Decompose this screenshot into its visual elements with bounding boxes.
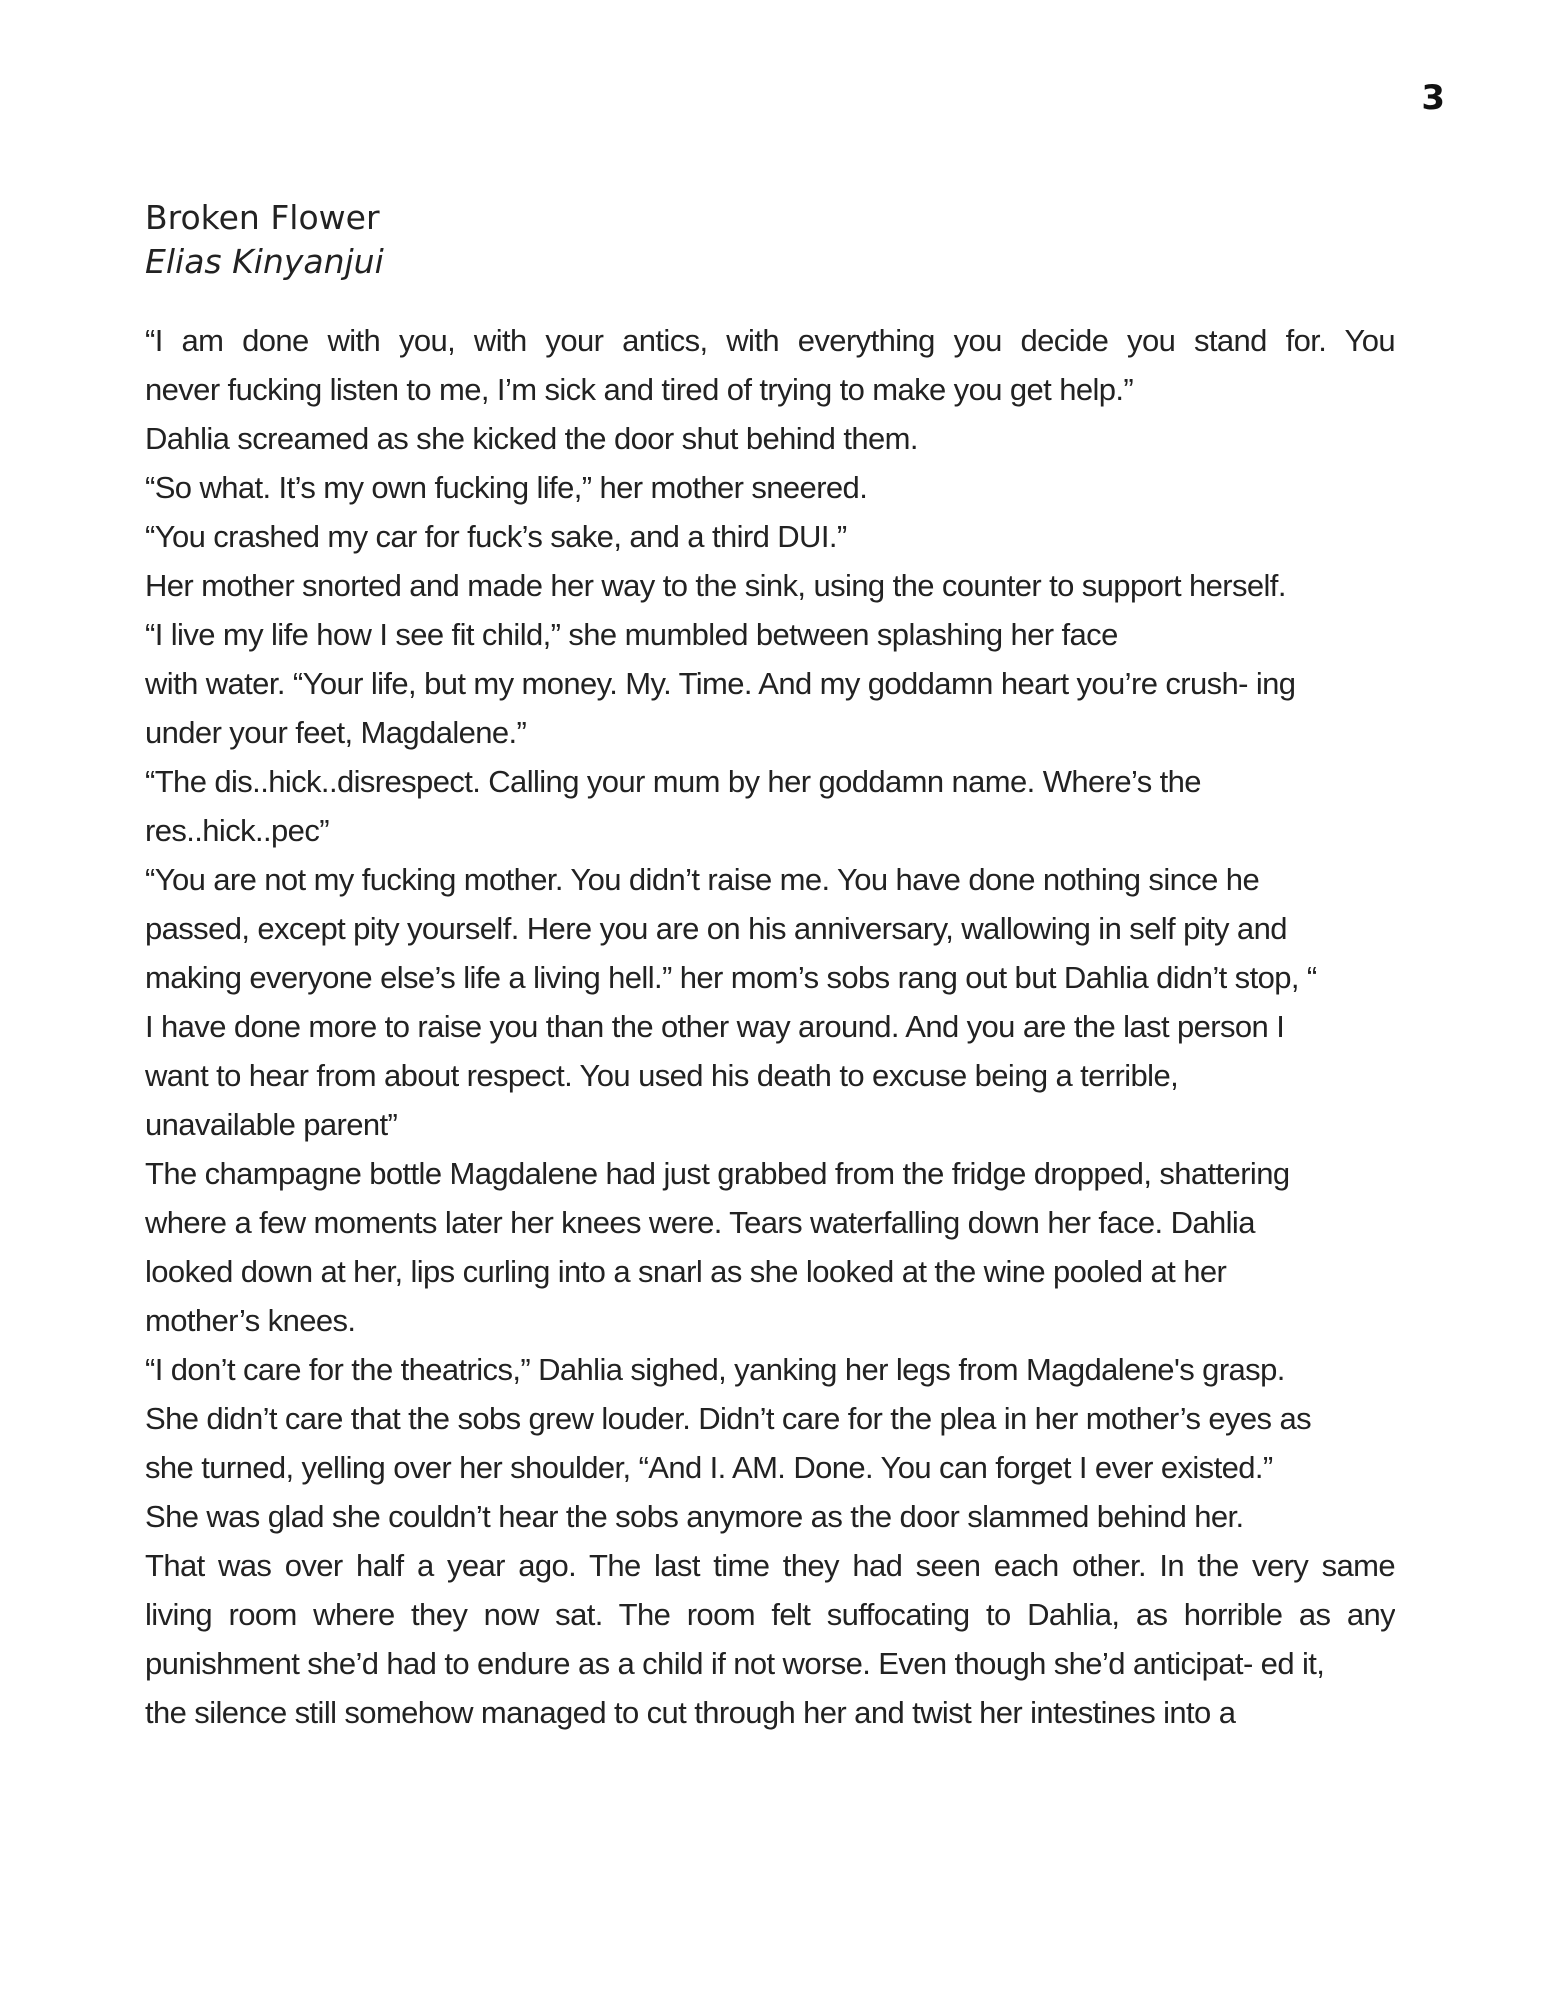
text-line: “You are not my fucking mother. You didn’t raise me. You have done nothing since he <box>145 862 1260 897</box>
text-line: The champagne bottle Magdalene had just grabbed from the fridge dropped, shattering <box>145 1156 1290 1191</box>
text-line: She didn’t care that the sobs grew louder. Didn’t care for the plea in her mother’s eyes as <box>145 1401 1311 1436</box>
story-author: Elias Kinyanjui <box>145 242 384 281</box>
text-line: She was glad she couldn’t hear the sobs anymore as the door slammed behind her. <box>145 1499 1244 1534</box>
text-line: the silence still somehow managed to cut through her and twist her intestines into a <box>145 1695 1236 1730</box>
text-line: unavailable parent” <box>145 1107 398 1142</box>
text-line: I have done more to raise you than the other way around. And you are the last person I <box>145 1009 1285 1044</box>
story-body <box>145 316 1395 1737</box>
text-line: That was over half a year ago. The last time they had seen each other. In the very same <box>145 1548 1395 1583</box>
text-line: “So what. It’s my own fucking life,” her mother sneered. <box>145 470 868 505</box>
story-header <box>145 196 384 284</box>
text-line: Dahlia screamed as she kicked the door shut behind them. <box>145 421 918 456</box>
text-line: looked down at her, lips curling into a snarl as she looked at the wine pooled at her <box>145 1254 1227 1289</box>
text-line: “I live my life how I see fit child,” she mumbled between splashing her face <box>145 617 1118 652</box>
text-line: punishment she’d had to endure as a child if not worse. Even though she’d anticipat- ed it, <box>145 1646 1325 1681</box>
text-line: making everyone else’s life a living hell.” her mom’s sobs rang out but Dahlia didn’t stop, “ <box>145 960 1317 995</box>
text-line: mother’s knees. <box>145 1303 356 1338</box>
text-line: under your feet, Magdalene.” <box>145 715 527 750</box>
text-line: “You crashed my car for fuck’s sake, and a third DUI.” <box>145 519 847 554</box>
text-line: want to hear from about respect. You used his death to excuse being a terrible, <box>145 1058 1179 1093</box>
text-line: “I am done with you, with your antics, with everything you decide you stand for. You <box>145 323 1395 358</box>
text-line: res..hick..pec” <box>145 813 329 848</box>
story-title: Broken Flower <box>145 198 380 237</box>
page-number: 3 <box>1421 78 1445 118</box>
text-line: she turned, yelling over her shoulder, “And I. AM. Done. You can forget I ever existed.” <box>145 1450 1273 1485</box>
text-line: passed, except pity yourself. Here you are on his anniversary, wallowing in self pity and <box>145 911 1287 946</box>
text-line: Her mother snorted and made her way to the sink, using the counter to support herself. <box>145 568 1286 603</box>
text-line: never fucking listen to me, I’m sick and tired of trying to make you get help.” <box>145 372 1134 407</box>
text-line: living room where they now sat. The room felt suffocating to Dahlia, as horrible as any <box>145 1597 1395 1632</box>
text-line: “I don’t care for the theatrics,” Dahlia sighed, yanking her legs from Magdalene's grasp. <box>145 1352 1285 1387</box>
text-line: with water. “Your life, but my money. My. Time. And my goddamn heart you’re crush- ing <box>145 666 1296 701</box>
text-line: “The dis..hick..disrespect. Calling your mum by her goddamn name. Where’s the <box>145 764 1201 799</box>
text-line: where a few moments later her knees were. Tears waterfalling down her face. Dahlia <box>145 1205 1255 1240</box>
